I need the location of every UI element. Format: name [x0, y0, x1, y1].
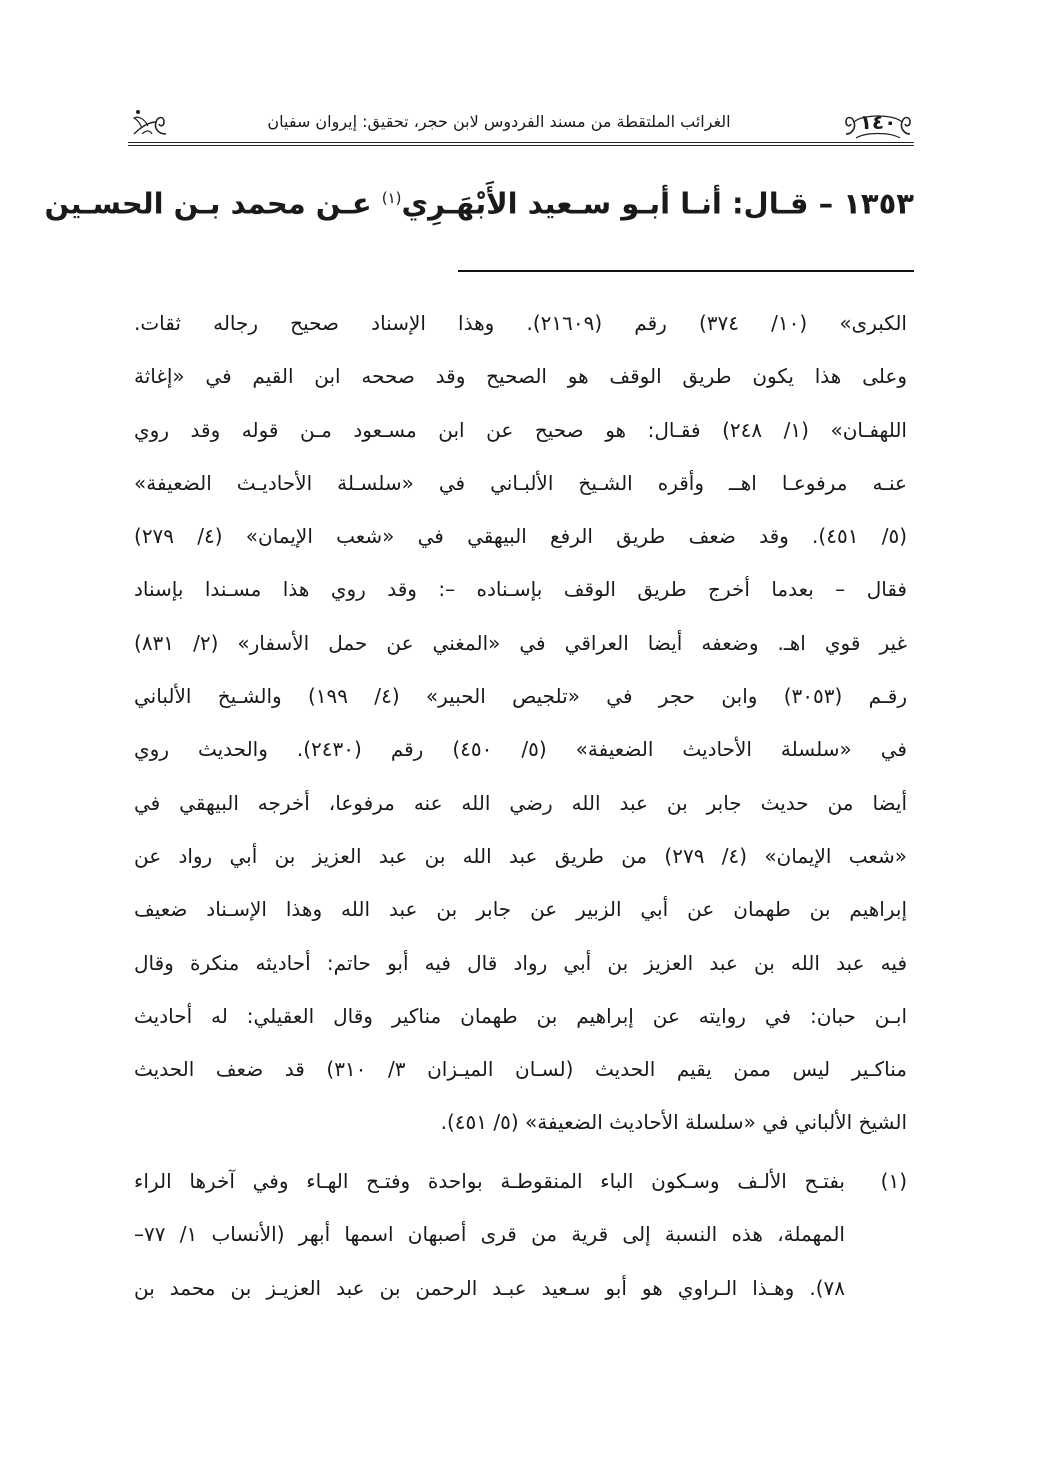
header-rule-bottom [128, 145, 914, 146]
text-line: الشيخ الألباني في «سلسلة الأحاديث الضعيفة» (٥/ ٤٥١). [440, 1110, 907, 1135]
hadith-heading [44, 176, 914, 226]
footnote [134, 1155, 907, 1315]
footnote-reference: (١) [381, 189, 402, 207]
page-number-box [842, 104, 914, 140]
hadith-text-continued: عـن محمد بـن الحسـين [44, 186, 382, 221]
text-line: إبراهيم بن طهمان عن أبي الزبير عن جابر بن عبد الله وهذا الإسـناد ضعيف [134, 897, 907, 922]
commentary-text [134, 297, 907, 1150]
footnote-line: بفتـح الألـف وسـكون الباء المنقوطـة بواحدة وفتـح الهـاء وفي آخرها الراء [134, 1169, 845, 1193]
footnote-separator [458, 270, 914, 272]
text-line: أيضا من حديث جابر بن عبد الله رضي الله عنه مرفوعا، أخرجه البيهقي في [134, 790, 907, 815]
text-line: «شعب الإيمان» (٤/ ٢٧٩) من طريق عبد الله بن عبد العزيز بن أبي رواد عن [134, 843, 907, 868]
header-rule-top [128, 142, 914, 143]
text-line: فقال – بعدما أخرج طريق الوقف بإسـناده –: وقد روي هذا مسـندا بإسناد [134, 577, 907, 602]
header-title: الغرائب الملتقطة من مسند الفردوس لابن حجر، تحقيق: إيروان سفيان [267, 112, 731, 131]
page-number: ١٤٠ [859, 110, 897, 134]
page-number-ornament-icon [842, 104, 914, 140]
text-line: وعلى هذا يكون طريق الوقف هو الصحيح وقد صححه ابن القيم في «إغاثة [134, 364, 907, 389]
hadith-text: ١٣٥٣ – قـال: أنـا أبـو سـعيد الأَبْهَـرِي [401, 186, 914, 221]
text-line: فيه عبد الله بن عبد العزيز بن أبي رواد قال فيه أبو حاتم: أحاديثه منكرة وقال [134, 950, 907, 975]
text-line: مناكـير ليس ممن يقيم الحديث (لسـان الميـزان ٣/ ٣١٠) قد ضعف الحديث [134, 1057, 907, 1082]
running-header [128, 104, 914, 150]
text-line: (٥/ ٤٥١). وقد ضعف طريق الرفع البيهقي في «شعب الإيمان» (٤/ ٢٧٩) [134, 524, 907, 549]
footnote-marker: (١) [880, 1169, 907, 1193]
text-line: ابـن حبان: في روايته عن إبراهيم بن طهمان مناكير وقال العقيلي: له أحاديث [134, 1003, 907, 1028]
text-line: عنـه مرفوعـا اهــ وأقره الشـيخ الألبـاني في «سلسـلة الأحاديـث الضعيفة» [134, 470, 907, 495]
text-line: في «سلسلة الأحاديث الضعيفة» (٥/ ٤٥٠) رقم (٢٤٣٠). والحديث روي [134, 737, 907, 762]
text-line: اللهفـان» (١/ ٢٤٨) فقـال: هو صحيح عن ابن مسـعود مـن قوله وقد روي [134, 417, 907, 442]
footnote-line: المهملة، هذه النسبة إلى قرية من قرى أصبهان اسمها أبهر (الأنساب ١/ ٧٧– [134, 1222, 845, 1247]
footnote-line: ٧٨). وهـذا الـراوي هو أبو سـعيد عبـد الرحمن بن عبد العزيـز بن محمد بن [134, 1275, 845, 1300]
text-line: الكبرى» (١٠/ ٣٧٤) رقم (٢١٦٠٩). وهذا الإسناد صحيح رجاله ثقات. [134, 311, 907, 335]
text-line: رقـم (٣٠٥٣) وابن حجر في «تلجيص الحبير» (٤/ ١٩٩) والشـيخ الألباني [134, 684, 907, 709]
text-line: غير قوي اهـ. وضعفه أيضا العراقي في «المغني عن حمل الأسفار» (٢/ ٨٣١) [134, 630, 907, 655]
left-ornament-icon [130, 104, 168, 140]
